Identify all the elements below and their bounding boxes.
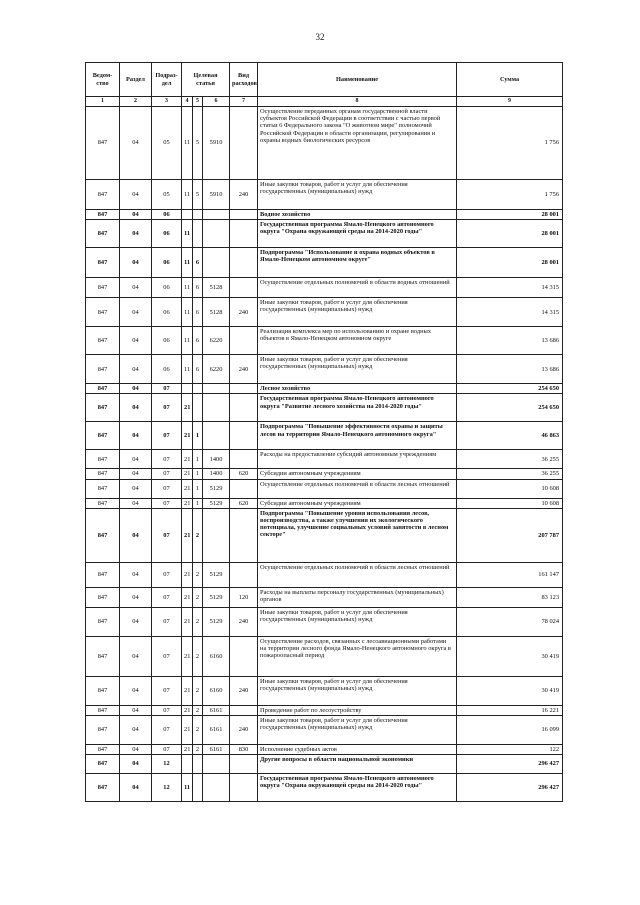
cell-subprogram: 6	[193, 327, 203, 355]
cell-expense-type	[230, 220, 258, 248]
cell-name: Субсидии автономным учреждениям	[258, 469, 457, 479]
cell-article	[203, 422, 230, 450]
cell-article	[203, 220, 230, 248]
cell-program: 21	[182, 676, 193, 705]
cell-subprogram: 1	[193, 422, 203, 450]
cell-subprogram	[193, 384, 203, 394]
cell-razdel: 04	[120, 355, 152, 384]
cell-expense-type	[230, 774, 258, 802]
cell-vedomstvo: 847	[86, 220, 120, 248]
cell-expense-type: 620	[230, 498, 258, 508]
cell-expense-type	[230, 479, 258, 498]
cell-vedomstvo: 847	[86, 384, 120, 394]
cell-name: Иные закупки товаров, работ и услуг для обеспечения государственных (муниципальных) нужд	[258, 607, 457, 636]
cell-name: Осуществление переданных органам государственной власти субъектов Российской Федерации в соответствии с частью первой статьи 6 Федерального закона "О животном мире" полномочий Российской Федерации в области организации, регулирования и охраны водных биологических ресурсов	[258, 107, 457, 180]
cell-vedomstvo: 847	[86, 450, 120, 469]
cell-subprogram: 2	[193, 587, 203, 607]
cell-program: 11	[182, 220, 193, 248]
cell-razdel: 04	[120, 715, 152, 744]
cell-sum: 16 099	[457, 715, 563, 744]
cell-subprogram: 2	[193, 676, 203, 705]
table-row	[86, 715, 563, 744]
cell-razdel: 04	[120, 636, 152, 676]
cell-program: 11	[182, 355, 193, 384]
cell-article: 5129	[203, 587, 230, 607]
cell-subprogram: 2	[193, 744, 203, 754]
cell-vedomstvo: 847	[86, 774, 120, 802]
cell-sum: 36 255	[457, 469, 563, 479]
cell-program	[182, 384, 193, 394]
column-number: 6	[203, 97, 230, 107]
cell-podrazdel: 07	[152, 636, 182, 676]
cell-podrazdel: 12	[152, 774, 182, 802]
cell-subprogram: 2	[193, 715, 203, 744]
cell-expense-type	[230, 394, 258, 422]
cell-subprogram: 6	[193, 355, 203, 384]
cell-vedomstvo: 847	[86, 676, 120, 705]
cell-name: Осуществление отдельных полномочий в области лесных отношений	[258, 479, 457, 498]
cell-expense-type: 240	[230, 607, 258, 636]
cell-program: 11	[182, 278, 193, 298]
table-row	[86, 422, 563, 450]
cell-program: 21	[182, 744, 193, 754]
cell-program: 21	[182, 562, 193, 587]
cell-name: Осуществление отдельных полномочий в области лесных отношений	[258, 562, 457, 587]
table-row	[86, 755, 563, 774]
header-target-article: Целевая статья	[182, 63, 230, 97]
cell-program: 21	[182, 479, 193, 498]
table-row	[86, 705, 563, 715]
cell-expense-type	[230, 450, 258, 469]
cell-vedomstvo: 847	[86, 298, 120, 327]
cell-expense-type	[230, 248, 258, 278]
cell-sum: 254 650	[457, 394, 563, 422]
cell-sum: 28 001	[457, 248, 563, 278]
cell-podrazdel: 07	[152, 498, 182, 508]
cell-article: 5910	[203, 107, 230, 180]
cell-program: 11	[182, 180, 193, 210]
budget-table	[85, 62, 563, 802]
cell-sum: 207 787	[457, 508, 563, 562]
cell-sum: 122	[457, 744, 563, 754]
cell-subprogram: 1	[193, 450, 203, 469]
table-row	[86, 498, 563, 508]
cell-program: 11	[182, 327, 193, 355]
table-row	[86, 327, 563, 355]
cell-sum: 13 686	[457, 327, 563, 355]
cell-expense-type	[230, 384, 258, 394]
cell-expense-type: 240	[230, 298, 258, 327]
cell-razdel: 04	[120, 774, 152, 802]
cell-name: Реализация комплекса мер по использованию и охране водных объектов в Ямало-Ненецком автономном округе	[258, 327, 457, 355]
header-sum: Сумма	[457, 63, 563, 97]
cell-vedomstvo: 847	[86, 636, 120, 676]
cell-name: Исполнение судебных актов	[258, 744, 457, 754]
cell-program: 11	[182, 774, 193, 802]
cell-razdel: 04	[120, 450, 152, 469]
cell-vedomstvo: 847	[86, 705, 120, 715]
cell-expense-type	[230, 327, 258, 355]
cell-razdel: 04	[120, 508, 152, 562]
table-row	[86, 676, 563, 705]
cell-subprogram: 2	[193, 607, 203, 636]
table-row	[86, 210, 563, 220]
column-number: 7	[230, 97, 258, 107]
cell-expense-type	[230, 210, 258, 220]
cell-podrazdel: 07	[152, 469, 182, 479]
cell-razdel: 04	[120, 607, 152, 636]
cell-sum: 254 650	[457, 384, 563, 394]
cell-program: 11	[182, 298, 193, 327]
cell-sum: 28 001	[457, 220, 563, 248]
cell-expense-type	[230, 278, 258, 298]
cell-razdel: 04	[120, 107, 152, 180]
cell-sum: 1 756	[457, 180, 563, 210]
cell-podrazdel: 07	[152, 384, 182, 394]
cell-expense-type	[230, 422, 258, 450]
cell-sum: 10 608	[457, 479, 563, 498]
cell-name: Государственная программа Ямало-Ненецкого автономного округа "Развитие лесного хозяйства на 2014-2020 годы"	[258, 394, 457, 422]
cell-article: 1400	[203, 469, 230, 479]
cell-subprogram: 1	[193, 479, 203, 498]
cell-vedomstvo: 847	[86, 180, 120, 210]
cell-sum: 14 315	[457, 298, 563, 327]
table-row	[86, 384, 563, 394]
cell-sum: 13 686	[457, 355, 563, 384]
cell-podrazdel: 05	[152, 180, 182, 210]
cell-expense-type: 120	[230, 587, 258, 607]
cell-article	[203, 248, 230, 278]
table-body	[86, 107, 563, 802]
cell-vedomstvo: 847	[86, 744, 120, 754]
cell-razdel: 04	[120, 394, 152, 422]
cell-expense-type	[230, 562, 258, 587]
cell-subprogram	[193, 210, 203, 220]
cell-sum: 296 427	[457, 774, 563, 802]
cell-razdel: 04	[120, 220, 152, 248]
table-row	[86, 479, 563, 498]
cell-subprogram: 5	[193, 107, 203, 180]
cell-podrazdel: 06	[152, 210, 182, 220]
cell-name: Субсидии автономным учреждениям	[258, 498, 457, 508]
cell-razdel: 04	[120, 210, 152, 220]
cell-subprogram: 1	[193, 469, 203, 479]
cell-vedomstvo: 847	[86, 479, 120, 498]
cell-expense-type	[230, 705, 258, 715]
cell-vedomstvo: 847	[86, 210, 120, 220]
table-row	[86, 220, 563, 248]
cell-podrazdel: 07	[152, 676, 182, 705]
cell-name: Иные закупки товаров, работ и услуг для обеспечения государственных (муниципальных) нужд	[258, 298, 457, 327]
cell-podrazdel: 07	[152, 587, 182, 607]
cell-podrazdel: 07	[152, 394, 182, 422]
cell-article: 1400	[203, 450, 230, 469]
cell-name: Подпрограмма "Повышение уровня использования лесов, воспроизводства, а также улучшения их экологического потенциала, улучшение социальных условий занятости в лесном секторе"	[258, 508, 457, 562]
cell-razdel: 04	[120, 676, 152, 705]
cell-razdel: 04	[120, 248, 152, 278]
cell-article: 5129	[203, 607, 230, 636]
header-name: Наименование	[258, 63, 457, 97]
cell-name: Проведение работ по лесоустройству	[258, 705, 457, 715]
header-razdel: Раздел	[120, 63, 152, 97]
column-number: 3	[152, 97, 182, 107]
cell-article	[203, 384, 230, 394]
cell-expense-type: 240	[230, 715, 258, 744]
cell-article: 6161	[203, 705, 230, 715]
table-row	[86, 607, 563, 636]
cell-razdel: 04	[120, 298, 152, 327]
cell-name: Подпрограмма "Использование и охрана водных объектов в Ямало-Ненецком автономном округе"	[258, 248, 457, 278]
column-number: 1	[86, 97, 120, 107]
cell-article	[203, 774, 230, 802]
cell-podrazdel: 07	[152, 508, 182, 562]
header-row	[86, 63, 563, 97]
cell-podrazdel: 07	[152, 422, 182, 450]
cell-vedomstvo: 847	[86, 508, 120, 562]
cell-razdel: 04	[120, 422, 152, 450]
cell-subprogram: 2	[193, 636, 203, 676]
header-vedomstvo: Ведом-ство	[86, 63, 120, 97]
cell-sum: 161 147	[457, 562, 563, 587]
cell-article: 5129	[203, 479, 230, 498]
cell-program: 21	[182, 394, 193, 422]
table-row	[86, 394, 563, 422]
cell-article: 5129	[203, 562, 230, 587]
cell-name: Подпрограмма "Повышение эффективности охраны и защиты лесов на территории Ямало-Ненецкого автономного округа"	[258, 422, 457, 450]
cell-expense-type: 620	[230, 469, 258, 479]
cell-expense-type: 240	[230, 676, 258, 705]
cell-podrazdel: 06	[152, 278, 182, 298]
cell-article: 6160	[203, 636, 230, 676]
cell-article	[203, 755, 230, 774]
cell-sum: 46 863	[457, 422, 563, 450]
cell-program: 21	[182, 587, 193, 607]
cell-subprogram: 5	[193, 180, 203, 210]
cell-program: 21	[182, 607, 193, 636]
cell-article: 5129	[203, 498, 230, 508]
cell-subprogram: 2	[193, 705, 203, 715]
page-number: 32	[315, 32, 325, 42]
cell-razdel: 04	[120, 327, 152, 355]
cell-vedomstvo: 847	[86, 107, 120, 180]
cell-program: 11	[182, 248, 193, 278]
cell-program: 21	[182, 636, 193, 676]
cell-article: 6161	[203, 715, 230, 744]
cell-name: Иные закупки товаров, работ и услуг для обеспечения государственных (муниципальных) нужд	[258, 180, 457, 210]
cell-sum: 1 756	[457, 107, 563, 180]
cell-razdel: 04	[120, 562, 152, 587]
cell-subprogram	[193, 220, 203, 248]
cell-sum: 36 255	[457, 450, 563, 469]
cell-razdel: 04	[120, 755, 152, 774]
cell-name: Государственная программа Ямало-Ненецкого автономного округа "Охрана окружающей среды на 2014-2020 годы"	[258, 220, 457, 248]
cell-subprogram: 6	[193, 298, 203, 327]
cell-name: Иные закупки товаров, работ и услуг для обеспечения государственных (муниципальных) нужд	[258, 676, 457, 705]
column-number: 4	[182, 97, 193, 107]
cell-podrazdel: 06	[152, 248, 182, 278]
cell-expense-type	[230, 636, 258, 676]
cell-podrazdel: 06	[152, 220, 182, 248]
cell-razdel: 04	[120, 498, 152, 508]
cell-expense-type: 240	[230, 355, 258, 384]
column-number: 9	[457, 97, 563, 107]
cell-podrazdel: 07	[152, 715, 182, 744]
cell-podrazdel: 07	[152, 562, 182, 587]
table-row	[86, 248, 563, 278]
cell-podrazdel: 06	[152, 327, 182, 355]
cell-vedomstvo: 847	[86, 422, 120, 450]
cell-article: 5128	[203, 278, 230, 298]
cell-article	[203, 394, 230, 422]
table-row	[86, 469, 563, 479]
cell-name: Расходы на предоставление субсидий автономным учреждениям	[258, 450, 457, 469]
cell-article: 6220	[203, 327, 230, 355]
cell-vedomstvo: 847	[86, 587, 120, 607]
cell-razdel: 04	[120, 278, 152, 298]
cell-subprogram	[193, 755, 203, 774]
table-row	[86, 107, 563, 180]
cell-subprogram	[193, 394, 203, 422]
cell-razdel: 04	[120, 479, 152, 498]
cell-program: 21	[182, 498, 193, 508]
cell-podrazdel: 07	[152, 705, 182, 715]
cell-expense-type	[230, 508, 258, 562]
table-row	[86, 508, 563, 562]
cell-sum: 296 427	[457, 755, 563, 774]
cell-article: 6160	[203, 676, 230, 705]
cell-name: Лесное хозяйство	[258, 384, 457, 394]
cell-article: 6220	[203, 355, 230, 384]
cell-sum: 14 315	[457, 278, 563, 298]
table-row	[86, 744, 563, 754]
cell-podrazdel: 07	[152, 479, 182, 498]
table-row	[86, 587, 563, 607]
cell-sum: 10 608	[457, 498, 563, 508]
cell-sum: 83 123	[457, 587, 563, 607]
cell-vedomstvo: 847	[86, 327, 120, 355]
cell-sum: 28 001	[457, 210, 563, 220]
cell-program: 11	[182, 107, 193, 180]
cell-subprogram: 2	[193, 508, 203, 562]
header-podrazdel: Подраз-дел	[152, 63, 182, 97]
cell-article: 5128	[203, 298, 230, 327]
column-number-row	[86, 97, 563, 107]
cell-expense-type	[230, 107, 258, 180]
cell-podrazdel: 07	[152, 744, 182, 754]
cell-vedomstvo: 847	[86, 469, 120, 479]
cell-program: 21	[182, 469, 193, 479]
cell-name: Государственная программа Ямало-Ненецкого автономного округа "Охрана окружающей среды на 2014-2020 годы"	[258, 774, 457, 802]
table-row	[86, 355, 563, 384]
cell-program: 21	[182, 715, 193, 744]
cell-name: Осуществление отдельных полномочий в области водных отношений	[258, 278, 457, 298]
cell-razdel: 04	[120, 180, 152, 210]
cell-article	[203, 508, 230, 562]
cell-vedomstvo: 847	[86, 278, 120, 298]
cell-subprogram: 6	[193, 248, 203, 278]
cell-program: 21	[182, 508, 193, 562]
cell-expense-type: 830	[230, 744, 258, 754]
cell-podrazdel: 06	[152, 355, 182, 384]
cell-vedomstvo: 847	[86, 715, 120, 744]
cell-podrazdel: 07	[152, 607, 182, 636]
cell-program: 21	[182, 422, 193, 450]
table-row	[86, 774, 563, 802]
column-number: 8	[258, 97, 457, 107]
cell-article: 5910	[203, 180, 230, 210]
cell-program	[182, 755, 193, 774]
cell-vedomstvo: 847	[86, 248, 120, 278]
cell-podrazdel: 06	[152, 298, 182, 327]
cell-sum: 78 024	[457, 607, 563, 636]
cell-expense-type: 240	[230, 180, 258, 210]
cell-vedomstvo: 847	[86, 607, 120, 636]
cell-subprogram	[193, 774, 203, 802]
table-row	[86, 636, 563, 676]
cell-sum: 16 221	[457, 705, 563, 715]
cell-vedomstvo: 847	[86, 755, 120, 774]
cell-razdel: 04	[120, 384, 152, 394]
cell-program: 21	[182, 450, 193, 469]
cell-expense-type	[230, 755, 258, 774]
cell-vedomstvo: 847	[86, 562, 120, 587]
cell-razdel: 04	[120, 744, 152, 754]
cell-podrazdel: 12	[152, 755, 182, 774]
cell-name: Иные закупки товаров, работ и услуг для обеспечения государственных (муниципальных) нужд	[258, 355, 457, 384]
cell-subprogram: 6	[193, 278, 203, 298]
cell-razdel: 04	[120, 587, 152, 607]
cell-name: Иные закупки товаров, работ и услуг для обеспечения государственных (муниципальных) нужд	[258, 715, 457, 744]
cell-article	[203, 210, 230, 220]
cell-sum: 30 419	[457, 636, 563, 676]
cell-program	[182, 210, 193, 220]
cell-podrazdel: 05	[152, 107, 182, 180]
cell-sum: 30 419	[457, 676, 563, 705]
cell-article: 6161	[203, 744, 230, 754]
table-row	[86, 450, 563, 469]
cell-vedomstvo: 847	[86, 394, 120, 422]
cell-vedomstvo: 847	[86, 355, 120, 384]
table-row	[86, 180, 563, 210]
cell-razdel: 04	[120, 469, 152, 479]
cell-vedomstvo: 847	[86, 498, 120, 508]
cell-razdel: 04	[120, 705, 152, 715]
header-expense-type: Вид расходов	[230, 63, 258, 97]
table-row	[86, 562, 563, 587]
cell-subprogram: 1	[193, 498, 203, 508]
cell-podrazdel: 07	[152, 450, 182, 469]
cell-name: Расходы на выплаты персоналу государственных (муниципальных) органов	[258, 587, 457, 607]
cell-name: Осуществление расходов, связанных с лесоавиационными работами на территории лесного фонда Ямало-Ненецкого автономного округа в пожароопасный период	[258, 636, 457, 676]
cell-subprogram: 2	[193, 562, 203, 587]
column-number: 2	[120, 97, 152, 107]
table-row	[86, 298, 563, 327]
column-number: 5	[193, 97, 203, 107]
cell-program: 21	[182, 705, 193, 715]
cell-name: Другие вопросы в области национальной экономики	[258, 755, 457, 774]
cell-name: Водное хозяйство	[258, 210, 457, 220]
table-row	[86, 278, 563, 298]
